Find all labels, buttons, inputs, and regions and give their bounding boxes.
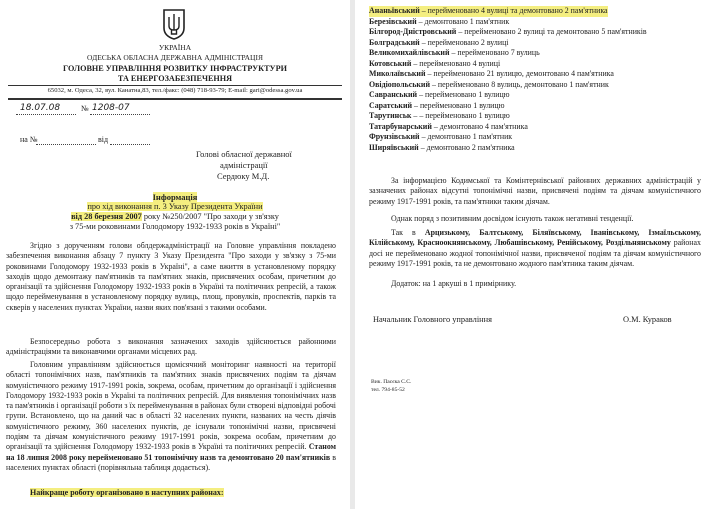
letterhead-address: 65032, м. Одеса, 32, вул. Канатна,83, тел./факс: (048) 718-93-79; E-mail: gari@odessa.gov.ua xyxy=(47,87,303,94)
appendix-note: Додаток: на 1 аркуші в 1 примірнику. xyxy=(391,279,517,288)
lagging-lead: Так в xyxy=(391,228,416,237)
monitoring-tail: в населених пунктах області (порівняльна таблиця додається). xyxy=(6,452,336,472)
reference-number-prefix: на № xyxy=(20,135,38,144)
addressee-line2: адміністрації xyxy=(220,160,268,170)
district-name: Великомихайлівський xyxy=(369,48,450,57)
title-decree-number: року №250/2007 "Про заходи у зв'язку xyxy=(141,212,279,221)
reference-number-line xyxy=(36,144,96,145)
district-result: – – перейменовано 1 вулицю xyxy=(411,111,510,120)
letterhead-rule-top xyxy=(8,85,342,86)
title-subject-line1 xyxy=(0,203,350,211)
lagging-districts-paragraph xyxy=(369,228,701,269)
district-name: Фрунзівський xyxy=(369,132,420,141)
district-result: – перейменовано 2 вулиці та демонтовано 5 пам'ятників xyxy=(456,27,647,36)
district-result: – перейменовано 4 вулиці та демонтовано 2 пам'ятника xyxy=(419,6,608,15)
lagging-tail: районах досі не перейменовано жодної топонімічної назви, присвяченої подіям та діячам комуністичного режиму 1917-1991 років, та не демонтовано жодного пам'ятника таким діячам. xyxy=(369,238,701,268)
district-name: Котовський xyxy=(369,58,412,68)
executor-name: Вик. Пасєка С.С. xyxy=(371,379,412,385)
registration-date-line xyxy=(16,114,76,115)
district-name: Овідіопольський xyxy=(369,79,431,89)
addressee-line3: Сердюку М.Д. xyxy=(217,171,270,181)
district-item xyxy=(369,27,701,38)
kodyma-paragraph: За інформацією Кодимської та Комінтернівської районних державних адміністрацій у зазначених районах відсутні топонімічні назви, присвячені подіям та діячам комуністичного режиму 1917-1991 років, та пам'ятники таким діячам. xyxy=(369,176,701,206)
district-result: – перейменовано 4 вулиці xyxy=(411,58,501,68)
executor-phone: тел. 794-85-52 xyxy=(371,387,405,393)
body-paragraph-1: Згідно з дорученням голови облдержадміністрації на Головне управління покладено забезпечення виконання абзацу 7 пункту 3 Указу Президента "Про заходи у зв'язку з 75-ми роковинами Голодомору 1932-1933 років в Україні", а саме вжиття в установленому порядку заходів щодо демонтажу пам'ятників та пам'ятних знаків, присвячених особам, причетним до організації та здійснення Голодомору 1932-1933 років в Україні та політичних репресій, а також щодо перейменування в установленому порядку вулиць, площ, провулків, проспектів, парків та скверів у населених пунктах України, назви яких пов'язані з такими особами. xyxy=(6,241,336,312)
district-result: – демонтовано 4 пам'ятника xyxy=(431,121,528,131)
reference-from-label: від xyxy=(98,135,109,144)
country-name: УКРАЇНА xyxy=(158,43,192,52)
registration-date: 18.07.08 xyxy=(20,103,61,113)
district-item xyxy=(369,80,701,91)
district-result: – перейменовано 8 вулиць, демонтовано 1 пам'ятник xyxy=(430,79,609,89)
title-date-highlight: від 28 березня 2007 xyxy=(71,212,142,221)
district-name: Ананьївський xyxy=(369,6,420,15)
title-word: Інформація xyxy=(152,192,198,202)
district-name: Татарбунарський xyxy=(369,121,432,131)
registration-number: 1208-07 xyxy=(92,103,130,113)
district-name: Березівський xyxy=(369,16,417,26)
district-item xyxy=(369,38,701,49)
district-result: – перейменовано 1 вулицю xyxy=(417,90,510,99)
registration-number-line xyxy=(90,114,150,115)
district-name: Білгород-Дністровський xyxy=(369,27,457,36)
reference-from-line xyxy=(110,144,150,145)
best-districts-heading xyxy=(30,489,224,497)
addressee-line1: Голові обласної державної xyxy=(196,149,292,159)
district-result: – перейменовано 2 вулиці xyxy=(419,37,509,47)
left-page xyxy=(0,0,350,509)
document-title xyxy=(0,193,350,202)
body-paragraph-3 xyxy=(6,360,336,473)
body-paragraph-2: Безпосередньо робота з виконання зазначених заходів здійснюється районними адміністраціями та виконавчими органами місцевих рад. xyxy=(6,337,336,357)
district-name: Ширяївський xyxy=(369,142,419,152)
title-subject-line2 xyxy=(0,213,350,221)
district-result: – перейменовано 1 вулицю xyxy=(412,100,505,110)
negative-trends-paragraph: Однак поряд з позитивним досвідом існують також негативні тенденції. xyxy=(391,214,634,223)
district-result: – демонтовано 1 пам'ятник xyxy=(416,16,510,26)
district-item xyxy=(369,122,701,133)
district-item xyxy=(369,69,701,80)
district-result: – демонтовано 2 пам'ятника xyxy=(418,142,515,152)
district-name: Миколаївський xyxy=(369,69,426,78)
district-result: – перейменовано 7 вулиць xyxy=(449,48,540,57)
signature-position: Начальник Головного управління xyxy=(373,315,492,324)
letterhead-rule-bottom xyxy=(8,98,342,100)
department-name-line1: ГОЛОВНЕ УПРАВЛІННЯ РОЗВИТКУ ІНФРАСТРУКТУРИ xyxy=(63,64,287,73)
monitoring-text: Головним управлінням здійснюється щомісячний моніторинг наявності на території області топонімічних назв, пам'ятників та пам'ятних знаків присвячених подіям та діячам комуністичного режиму 1917-1991 років, зокрема, особам, причетним до організації і здійснення Голодомору 1932-1933 років в Україні та політичних репресій. Для виявлення топонімічних назв та пам'ятників і організації роботи з їх перейменування в районах були створені відповідні робочі групи. Встановлено, що на даний час в області 32 населених пункти, названих на честь діячів комуністичного режиму, 360 населених пунктів, де існували топонімічні назви, присвячені подіям та діячам комуністичного режиму 1917-1991 років, зокрема особам, причетним до організації та здійснення Голодомору 1932-1933 років в Україні та політичних репресій. xyxy=(6,360,336,452)
title-subject-highlight: про хід виконання п. 3 Указу Президента України xyxy=(87,202,263,211)
district-item xyxy=(369,59,701,70)
registration-number-prefix: № xyxy=(81,104,89,113)
district-item xyxy=(369,48,701,59)
trident-emblem-icon xyxy=(162,8,186,40)
right-page xyxy=(355,0,709,509)
best-districts-highlight: Найкраще роботу організовано в наступних районах: xyxy=(30,488,224,497)
title-subject-line3: з 75-ми роковинами Голодомору 1932-1933 років в Україні" xyxy=(69,222,281,231)
lagging-districts-bold: Арцизькому, Балтському, Біляївському, Іванівському, Ізмаїльському, Кілійському, Красноокнянському, Любашівському, Ренійському, Роздільнянському xyxy=(369,228,701,248)
district-name: Болградський xyxy=(369,37,420,47)
district-list xyxy=(369,6,701,153)
district-item xyxy=(369,101,701,112)
administration-name: ОДЕСЬКА ОБЛАСНА ДЕРЖАВНА АДМІНІСТРАЦІЯ xyxy=(87,53,263,62)
signature-name: О.М. Кураков xyxy=(623,315,672,324)
district-item xyxy=(369,90,701,101)
district-item xyxy=(369,132,701,143)
district-result: – демонтовано 1 пам'ятник xyxy=(419,132,513,141)
monitoring-result-bold: Станом на 18 липня 2008 року перейменовано 51 топонімічну назв та демонтовано 20 пам'ятників xyxy=(6,442,337,462)
district-name: Саратський xyxy=(369,100,413,110)
district-item xyxy=(369,17,701,28)
district-item xyxy=(369,143,701,154)
department-name-line2: ТА ЕНЕРГОЗАБЕЗПЕЧЕННЯ xyxy=(117,74,233,83)
district-name: Тарутинськ xyxy=(369,111,412,120)
district-name: Савранський xyxy=(369,90,418,99)
district-result: – перейменовано 21 вулицю, демонтовано 4 пам'ятника xyxy=(425,69,614,78)
district-item xyxy=(369,111,701,122)
district-item xyxy=(369,6,608,17)
